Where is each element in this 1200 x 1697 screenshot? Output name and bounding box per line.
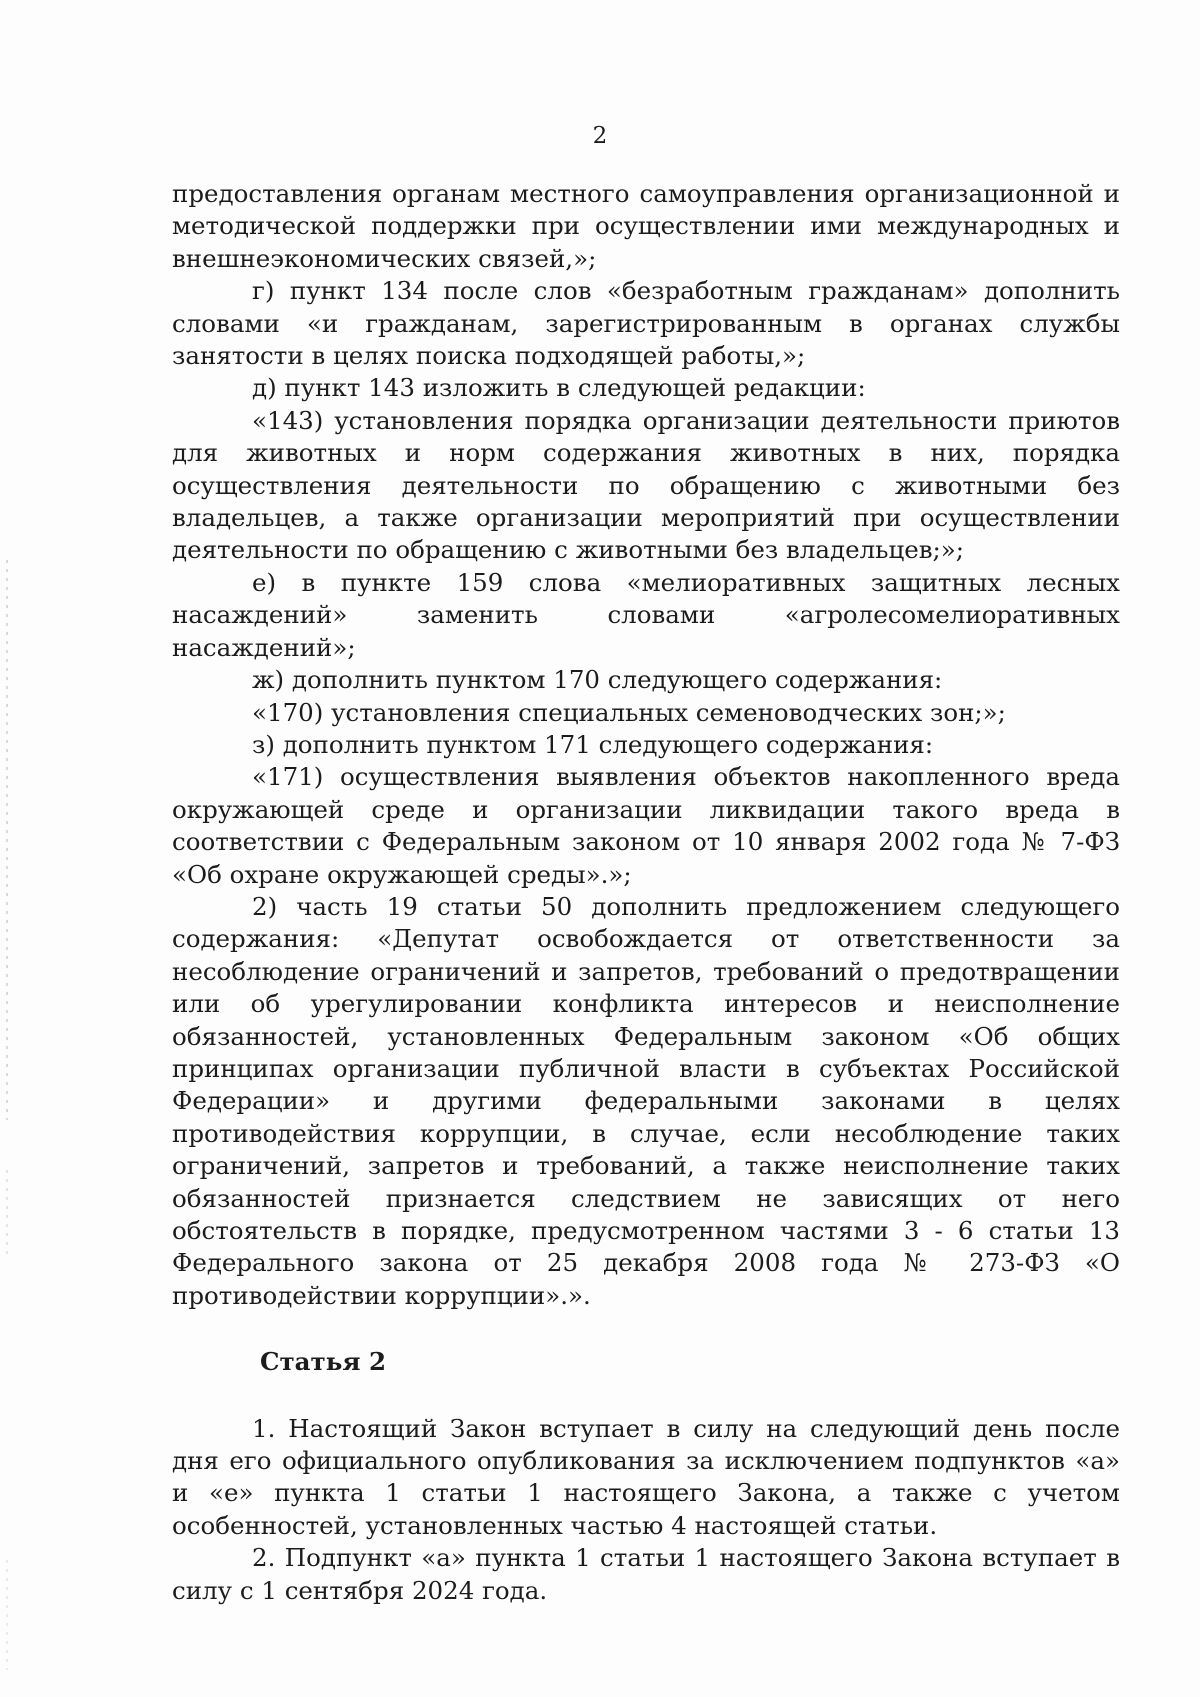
article-paragraph-1: 1. Настоящий Закон вступает в силу на следующий день после дня его официального опубликования за исключением подпунктов «а» и «е» пункта 1 статьи 1 настоящего Закона, а также с учетом особенностей, установленных частью 4 настоящей статьи.: [172, 1413, 1120, 1540]
paragraph-subitem-z: з) дополнить пунктом 171 следующего содержания:: [252, 729, 934, 759]
scan-edge-artifact: [6, 1560, 8, 1670]
scan-edge-artifact: [6, 1170, 8, 1260]
paragraph-subitem-e: е) в пункте 159 слова «мелиоративных защитных лесных насаждений» заменить словами «агролесомелиоративных насаждений»;: [172, 567, 1120, 662]
article-paragraph-2: 2. Подпункт «а» пункта 1 статьи 1 настоящего Закона вступает в силу с 1 сентября 2024 года.: [172, 1543, 1120, 1605]
paragraph-item-143: «143) установления порядка организации деятельности приютов для животных и норм содержания животных в них, порядка осуществления деятельности по обращению с животными без владельцев, а также организации мероприятий при осуществлении деятельности по обращению с животными без владельцев;»;: [172, 405, 1120, 565]
paragraph-item-170: «170) установления специальных семеноводческих зон;»;: [252, 697, 1006, 727]
paragraph-subitem-zh: ж) дополнить пунктом 170 следующего содержания:: [252, 665, 943, 695]
article-heading: Статья 2: [260, 1347, 387, 1377]
page-number: 2: [592, 123, 608, 149]
scan-edge-artifact: [6, 560, 8, 1120]
paragraph-continuation: предоставления органам местного самоуправления организационной и методической поддержки при осуществлении ими международных и внешнеэкономических связей,»;: [172, 179, 1120, 273]
paragraph-subitem-g: г) пункт 134 после слов «безработным гражданам» дополнить словами «и гражданам, зарегистрированным в органах службы занятости в целях поиска подходящей работы,»;: [172, 276, 1120, 371]
paragraph-subitem-d: д) пункт 143 изложить в следующей редакции:: [252, 373, 866, 403]
paragraph-item-171: «171) осуществления выявления объектов накопленного вреда окружающей среде и организации ликвидации такого вреда в соответствии с Федеральным законом от 10 января 2002 года № 7-ФЗ «Об охране окружающей среды».»;: [172, 762, 1120, 889]
paragraph-point-2: 2) часть 19 статьи 50 дополнить предложением следующего содержания: «Депутат освобождается от ответственности за несоблюдение ограничений и запретов, требований о предотвращении или об урегулировании конфликта интересов и неисполнение обязанностей, установленных Федеральным законом «Об общих принципах организации публичной власти в субъектах Российской Федерации» и другими федеральными законами в целях противодействия коррупции, в случае, если несоблюдение таких ограничений, запретов и требований, а также неисполнение таких обязанностей признается следствием не зависящих от него обстоятельств в порядке, предусмотренном частями 3 - 6 статьи 13 Федерального закона от 25 декабря 2008 года № 273-ФЗ «О противодействии коррупции».».: [172, 891, 1120, 1310]
document-body: [172, 178, 1120, 1607]
